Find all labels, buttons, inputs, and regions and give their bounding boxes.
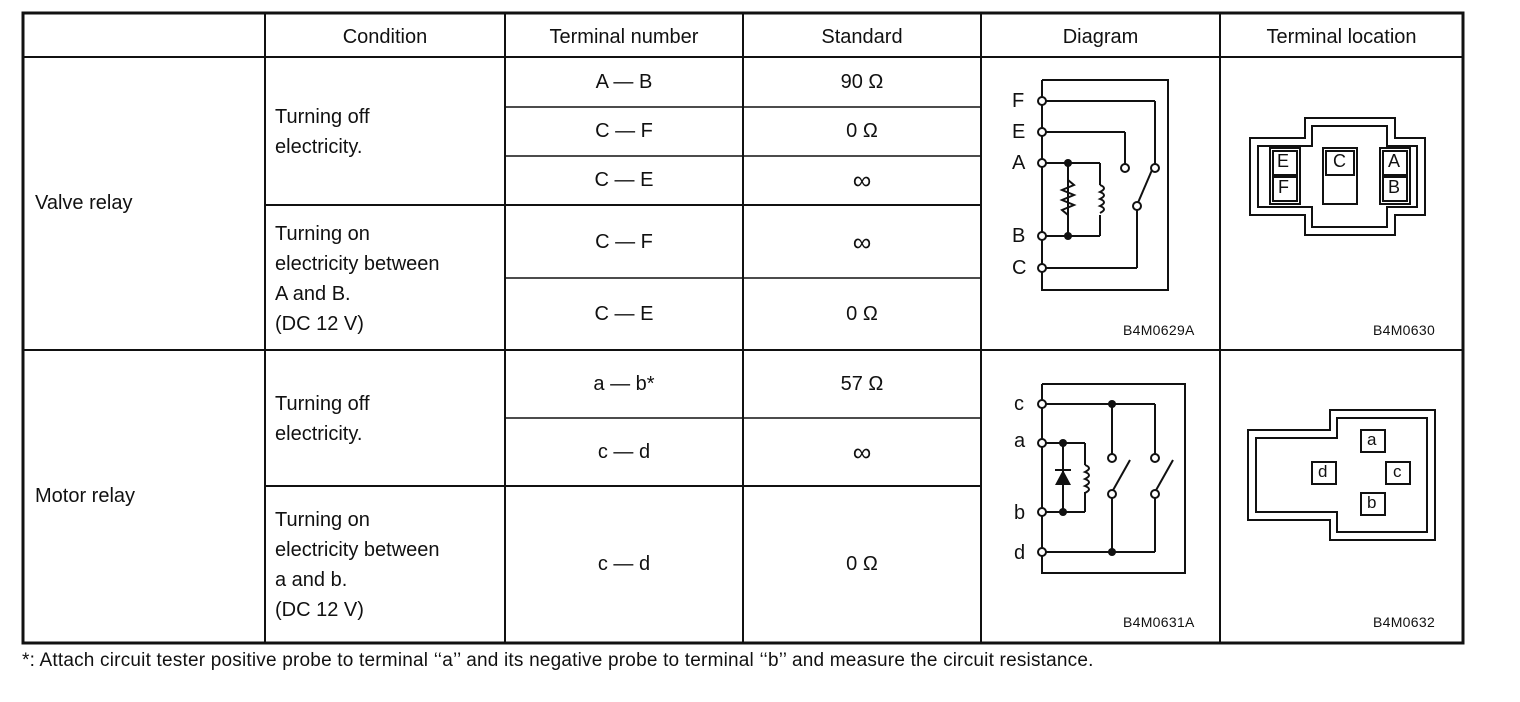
footnote: *: Attach circuit tester positive probe to terminal ‘‘a’’ and its negative probe to terminal ‘‘b’’ and measure the circuit resistance.: [22, 650, 1094, 671]
motor-terminal-1: a — b*: [593, 373, 655, 395]
motor-location-code: B4M0632: [1373, 614, 1436, 630]
valve-standard-3: ∞: [852, 165, 872, 195]
motor-cond-off-line2: electricity.: [275, 423, 363, 445]
motor-terminal-2: c — d: [597, 440, 651, 463]
motor-diagram-label-b: b: [1014, 502, 1026, 524]
valve-terminal-3: C — E: [594, 169, 654, 191]
valve-connector-f: F: [1278, 177, 1289, 197]
valve-diagram-label-c: C: [1012, 257, 1027, 279]
motor-connector-b: b: [1367, 493, 1377, 512]
valve-diagram-label-e: E: [1012, 121, 1026, 143]
valve-standard-4: ∞: [852, 226, 872, 257]
valve-standard-1: 90 Ω: [840, 71, 884, 93]
motor-connector-d: d: [1318, 462, 1328, 481]
valve-relay-label: Valve relay: [35, 192, 133, 214]
valve-terminal-1: A — B: [595, 71, 653, 93]
valve-standard-2: 0 Ω: [846, 120, 878, 142]
motor-terminal-3: c — d: [597, 553, 651, 575]
valve-cond-on-line1: Turning on: [275, 223, 370, 245]
motor-diagram-label-a: a: [1014, 430, 1026, 452]
header-diagram: Diagram: [1062, 25, 1139, 48]
motor-connector-c: c: [1393, 462, 1402, 481]
valve-connector-b: B: [1388, 177, 1401, 197]
header-condition: Condition: [342, 25, 428, 48]
header-standard: Standard: [821, 25, 903, 48]
valve-location-code: B4M0630: [1373, 322, 1436, 338]
valve-cond-off-line1: Turning off: [275, 106, 370, 128]
motor-diagram-label-d: d: [1014, 542, 1026, 564]
valve-cond-on-line2: electricity between: [275, 253, 440, 275]
motor-standard-3: 0 Ω: [846, 553, 878, 575]
valve-connector-c: C: [1333, 151, 1346, 171]
motor-connector-a: a: [1367, 430, 1377, 449]
header-terminal-location: Terminal location: [1266, 25, 1417, 48]
valve-diagram-code: B4M0629A: [1123, 322, 1195, 338]
motor-diagram-code: B4M0631A: [1123, 614, 1195, 630]
motor-cond-on-line3: a and b.: [275, 569, 348, 591]
valve-diagram-label-b: B: [1012, 225, 1026, 247]
motor-cond-on-line1: Turning on: [275, 509, 370, 531]
motor-cond-off-line1: Turning off: [275, 393, 370, 415]
valve-terminal-2: C — F: [595, 120, 653, 142]
motor-standard-2: ∞: [852, 436, 872, 467]
valve-terminal-5: C — E: [594, 302, 654, 325]
motor-relay-label: Motor relay: [35, 485, 136, 507]
valve-connector-e: E: [1277, 151, 1290, 171]
valve-diagram-label-f: F: [1012, 90, 1025, 112]
valve-cond-on-line3: A and B.: [275, 283, 351, 305]
motor-standard-1: 57 Ω: [840, 373, 884, 395]
valve-diagram-label-a: A: [1012, 152, 1026, 174]
motor-diagram-label-c: c: [1014, 393, 1024, 415]
motor-cond-on-line4: (DC 12 V): [275, 599, 364, 621]
valve-standard-5: 0 Ω: [846, 302, 878, 325]
valve-cond-off-line2: electricity.: [275, 136, 363, 158]
valve-cond-on-line4: (DC 12 V): [275, 313, 364, 335]
motor-cond-on-line2: electricity between: [275, 539, 440, 561]
header-terminal-number: Terminal number: [549, 25, 699, 48]
valve-terminal-4: C — F: [595, 230, 653, 253]
valve-connector-a: A: [1388, 151, 1401, 171]
